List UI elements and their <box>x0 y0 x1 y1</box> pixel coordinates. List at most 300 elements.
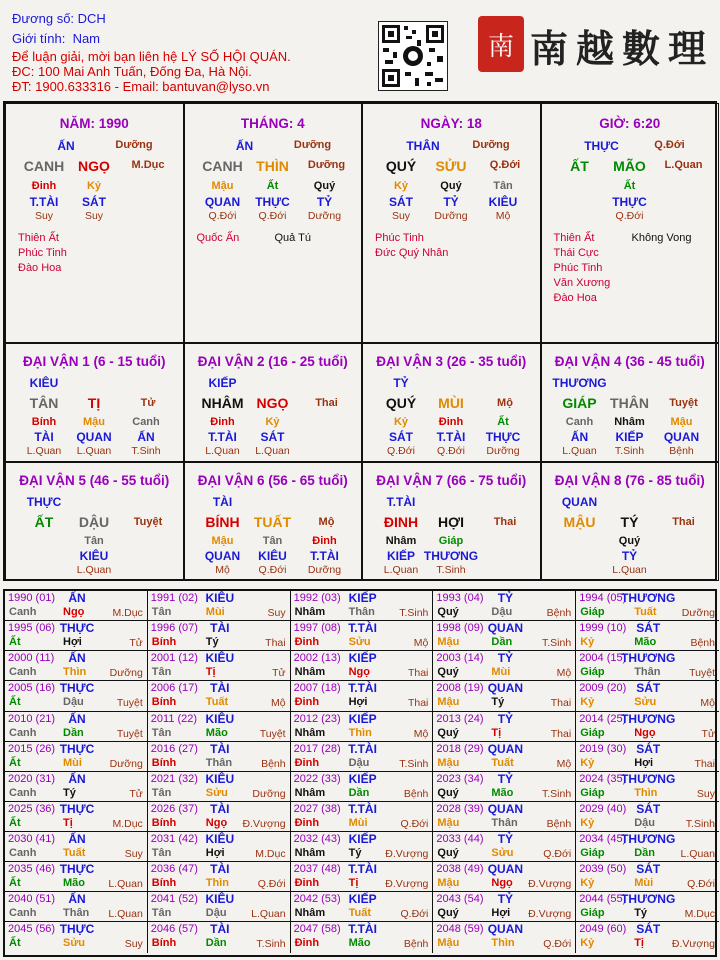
year-god: THỰC <box>59 801 95 816</box>
year-cell <box>291 712 434 742</box>
luck-top-god: TỶ <box>393 376 409 390</box>
year-god: THƯƠNG <box>621 892 676 907</box>
year-branch: Sửu <box>348 636 371 649</box>
year-label: 2012 (23) <box>293 712 341 725</box>
year-stage: T.Sinh <box>399 757 429 770</box>
year-branch: Dậu <box>205 907 227 920</box>
year-stem: Giáp <box>580 847 605 860</box>
hidden-stage: Suy <box>84 210 104 222</box>
luck-stage: Mộ <box>318 516 335 528</box>
year-stage: Dưỡng <box>681 607 715 619</box>
year-god: KIẾP <box>348 892 377 907</box>
luck-hidden-stage: T.Sinh <box>614 445 645 457</box>
hidden-god: THỰC <box>255 195 290 209</box>
luck-hidden-stem: Mậu <box>670 416 693 428</box>
year-label: 2029 (40) <box>579 802 627 815</box>
year-stem: Kỷ <box>580 877 595 890</box>
year-stem: Canh <box>9 726 37 739</box>
year-stage: Mộ <box>413 727 429 740</box>
luck-hidden-god: T.TÀI <box>436 430 466 444</box>
pillar-aside-stage: Q.Đới <box>654 139 685 151</box>
year-label: 1997 (08) <box>293 622 341 635</box>
year-god: TỶ <box>497 651 514 666</box>
year-stem: Bính <box>151 937 177 950</box>
year-label: 1995 (06) <box>8 622 56 635</box>
year-stage: Thai <box>550 727 572 740</box>
luck-pillar-title: ĐẠI VẬN 2 (16 - 25 tuổi) <box>197 354 348 369</box>
luck-hidden-stage: Bệnh <box>669 445 694 457</box>
year-cell <box>5 802 148 832</box>
hidden-god: TỶ <box>316 195 333 209</box>
year-stage: L.Quan <box>251 908 286 921</box>
year-branch: Tý <box>491 696 505 709</box>
year-label: 2009 (20) <box>579 682 627 695</box>
star-item: Thiên Ất <box>18 232 59 244</box>
pillar-cell <box>184 103 363 343</box>
year-cell <box>576 832 719 862</box>
year-god: T.TÀI <box>348 741 377 756</box>
year-label: 2033 (44) <box>436 833 484 846</box>
year-stem: Nhâm <box>294 606 326 618</box>
luck-hidden-stage: Q.Đới <box>258 564 287 576</box>
year-cell <box>433 772 576 802</box>
luck-hidden-stage: L.Quan <box>76 445 112 457</box>
luck-pillar-cell <box>184 343 363 462</box>
luck-stem: TÂN <box>29 395 59 411</box>
year-label: 1990 (01) <box>8 592 56 604</box>
year-cell <box>5 742 148 772</box>
year-branch: Mùi <box>491 666 511 679</box>
year-stage: Q.Đới <box>257 878 286 891</box>
luck-hidden-stage: L.Quan <box>255 445 290 457</box>
year-label: 2015 (26) <box>8 742 56 755</box>
year-stage: Đ.Vượng <box>385 878 429 891</box>
year-stage: L.Quan <box>680 848 715 861</box>
year-label: 2011 (22) <box>150 712 198 725</box>
luck-hidden-stem: Mậu <box>211 535 234 547</box>
year-label: 2035 (46) <box>8 863 56 876</box>
luck-stem: NHÂM <box>201 395 244 411</box>
year-label: 2028 (39) <box>436 802 484 815</box>
year-branch: Tị <box>63 816 73 829</box>
year-label: 2003 (14) <box>436 652 484 665</box>
year-cell <box>576 772 719 802</box>
year-stem: Giáp <box>580 786 605 799</box>
year-stage: T.Sinh <box>542 787 572 800</box>
year-god: TÀI <box>210 681 230 696</box>
year-branch: Mùi <box>63 756 82 769</box>
year-label: 2040 (51) <box>8 893 56 906</box>
luck-pillar-cell <box>362 343 541 462</box>
year-stem: Canh <box>9 606 37 618</box>
year-god: THỰC <box>59 681 95 696</box>
luck-branch: HỢI <box>438 514 464 530</box>
year-label: 2024 (35) <box>579 772 627 785</box>
year-label: 2045 (56) <box>8 923 56 936</box>
luck-pillar-cell <box>541 462 720 581</box>
year-god: KIÊU <box>205 892 235 907</box>
hidden-stage: Suy <box>34 210 54 222</box>
year-branch: Ngọ <box>63 606 85 618</box>
year-god: T.TÀI <box>348 801 377 816</box>
pillar-aside-stage: Dưỡng <box>293 139 332 151</box>
luck-branch: TÝ <box>620 514 639 530</box>
hidden-god: T.TÀI <box>29 195 59 209</box>
year-cell <box>5 772 148 802</box>
luck-hidden-stage: Mộ <box>215 564 230 576</box>
pillar-title: NĂM: 1990 <box>59 116 129 131</box>
year-stage: M.Dục <box>112 607 143 619</box>
year-branch: Thìn <box>205 877 230 890</box>
year-branch: Tị <box>491 726 502 739</box>
logo-text: 南越數理 <box>530 26 715 71</box>
year-cell <box>576 742 719 772</box>
year-god: QUAN <box>487 741 524 756</box>
year-stage: Q.Đới <box>543 938 572 951</box>
year-label: 2014 (25) <box>579 712 627 725</box>
luck-hidden-god: ẤN <box>137 430 155 444</box>
hidden-god: TỶ <box>443 195 459 209</box>
year-stem: Đinh <box>294 937 320 950</box>
year-stem: Bính <box>151 696 177 709</box>
luck-hidden-stem: Bính <box>31 416 57 428</box>
year-stem: Kỷ <box>580 937 595 950</box>
year-stage: Bệnh <box>403 938 429 951</box>
year-label: 2031 (42) <box>150 833 198 846</box>
year-stem: Mậu <box>437 937 460 950</box>
year-branch: Dần <box>491 636 513 649</box>
hidden-stage: Dưỡng <box>434 210 468 222</box>
year-god: KIÊU <box>205 832 235 847</box>
luck-stage: Thai <box>672 516 695 528</box>
year-god: TÀI <box>210 862 230 877</box>
year-stem: Bính <box>151 636 177 649</box>
pillar-stage: Dưỡng <box>307 159 346 171</box>
year-cell <box>433 651 576 681</box>
year-stem: Ất <box>9 937 21 950</box>
pillar-title: THÁNG: 4 <box>240 116 305 131</box>
year-stem: Đinh <box>294 756 320 769</box>
year-cell <box>5 832 148 862</box>
year-cell <box>433 892 576 922</box>
year-stem: Mậu <box>437 756 460 769</box>
year-label: 2042 (53) <box>293 893 341 906</box>
year-stage: L.Quan <box>108 908 143 921</box>
year-stem: Giáp <box>580 726 605 739</box>
year-branch: Mão <box>63 877 85 890</box>
year-label: 2048 (59) <box>436 923 484 936</box>
year-stage: Mộ <box>271 697 286 710</box>
luck-hidden-god: KIÊU <box>79 549 109 563</box>
year-label: 2034 (45) <box>579 833 627 846</box>
year-branch: Tuất <box>205 696 229 709</box>
year-branch: Thìn <box>63 666 87 679</box>
year-label: 2049 (60) <box>579 923 627 936</box>
luck-hidden-stage: T.Sinh <box>131 445 161 457</box>
luck-stage: Mộ <box>497 397 513 409</box>
hidden-stem: Mậu <box>211 180 234 192</box>
year-branch: Mùi <box>348 816 368 829</box>
year-branch: Tị <box>348 877 359 890</box>
year-branch: Thìn <box>348 726 372 739</box>
luck-hidden-stem: Nhâm <box>385 535 417 547</box>
year-stem: Tân <box>151 606 172 618</box>
luck-top-god: KIẾP <box>208 376 237 390</box>
year-branch: Dậu <box>491 606 513 618</box>
year-cell <box>148 802 291 832</box>
year-god: TÀI <box>210 922 230 937</box>
year-stage: Suy <box>267 607 286 619</box>
year-branch: Sửu <box>634 696 657 709</box>
year-cell <box>148 651 291 681</box>
pillar-cell <box>362 103 541 343</box>
luck-pillar-cell <box>541 343 720 462</box>
year-branch: Tý <box>205 636 219 649</box>
luck-pillar-cell <box>5 462 184 581</box>
year-stage: Bệnh <box>403 787 429 800</box>
year-stage: Tử <box>701 727 715 740</box>
year-label: 2039 (50) <box>579 863 627 876</box>
year-cell <box>291 591 434 621</box>
year-branch: Ngọ <box>205 816 228 829</box>
luck-pillar-cell <box>362 462 541 581</box>
pillar-stage: M.Dục <box>131 159 165 171</box>
year-stem: Mậu <box>437 636 460 649</box>
luck-pillar-title: ĐẠI VẬN 3 (26 - 35 tuổi) <box>376 354 527 369</box>
year-god: THƯƠNG <box>621 771 676 786</box>
hidden-god: QUAN <box>204 195 241 209</box>
year-label: 2010 (21) <box>8 712 56 725</box>
star-item: Quốc Ấn <box>196 232 240 244</box>
year-label: 1991 (02) <box>150 592 198 604</box>
year-branch: Sửu <box>491 847 514 860</box>
qr-code-icon <box>378 21 448 91</box>
year-label: 1998 (09) <box>436 622 484 635</box>
year-label: 2020 (31) <box>8 772 56 785</box>
year-cell <box>148 772 291 802</box>
pillar-branch: NGỌ <box>78 158 110 174</box>
year-branch: Ngọ <box>634 726 656 739</box>
year-branch: Thân <box>348 606 375 618</box>
hidden-god: SÁT <box>82 195 106 209</box>
year-cell <box>5 862 148 892</box>
year-stage: Tuyệt <box>689 667 715 680</box>
year-stem: Đinh <box>294 816 320 829</box>
year-label: 2041 (52) <box>150 893 198 906</box>
luck-stem: ĐINH <box>383 514 419 530</box>
year-cell <box>433 832 576 862</box>
star-item: Đức Quý Nhân <box>375 247 449 259</box>
year-stage: Tử <box>129 787 143 800</box>
year-god: THƯƠNG <box>621 711 676 726</box>
year-stem: Nhâm <box>294 786 326 799</box>
hidden-stem: Ất <box>623 180 636 192</box>
year-stage: T.Sinh <box>256 938 286 951</box>
year-stem: Giáp <box>580 606 605 618</box>
year-cell <box>433 591 576 621</box>
hidden-stem: Ất <box>266 180 279 192</box>
year-god: TỶ <box>497 832 514 847</box>
year-god: THỰC <box>59 922 95 937</box>
contact-line: Để luận giải, mời bạn liên hệ LÝ SỐ HỘI QUÁN. <box>12 49 291 64</box>
year-god: QUAN <box>487 681 524 696</box>
star-item: Đào Hoa <box>18 262 62 274</box>
year-cell <box>433 621 576 651</box>
hidden-stem: Đinh <box>31 180 57 192</box>
year-god: SÁT <box>636 621 661 636</box>
year-label: 2037 (48) <box>293 863 341 876</box>
year-cell <box>148 832 291 862</box>
year-stem: Canh <box>9 907 37 920</box>
year-label: 2017 (28) <box>293 742 341 755</box>
year-stem: Mậu <box>437 877 460 890</box>
year-god: KIẾP <box>348 832 377 847</box>
pillar-branch: SỬU <box>435 158 467 174</box>
year-cell <box>5 591 148 621</box>
year-cell <box>148 892 291 922</box>
year-god: ẤN <box>68 711 86 726</box>
year-stem: Quý <box>437 847 459 860</box>
year-stem: Giáp <box>580 907 605 920</box>
hidden-stage: Dưỡng <box>307 210 342 222</box>
star-item: Phúc Tinh <box>375 232 424 244</box>
year-label: 1994 (05) <box>579 592 627 604</box>
luck-hidden-stage: Dưỡng <box>486 445 520 457</box>
year-label: 2038 (49) <box>436 863 484 876</box>
year-label: 2007 (18) <box>293 682 341 695</box>
year-god: KIÊU <box>205 771 235 786</box>
year-stage: Thai <box>265 637 286 650</box>
year-cell <box>148 862 291 892</box>
luck-stage: Tử <box>140 397 156 409</box>
address-line: ĐC: 100 Mai Anh Tuấn, Đống Đa, Hà Nội. <box>12 64 252 79</box>
luck-hidden-stage: L.Quan <box>76 564 112 576</box>
star-item: Quả Tú <box>274 232 311 244</box>
luck-hidden-stem: Kỷ <box>393 416 409 428</box>
year-label: 2044 (55) <box>579 893 627 906</box>
owner-line: Đương số: DCH <box>12 11 106 26</box>
year-god: TỶ <box>497 892 514 907</box>
year-stage: Mộ <box>556 757 572 770</box>
year-stem: Bính <box>151 756 177 769</box>
year-cell <box>148 742 291 772</box>
year-label: 2026 (37) <box>150 802 198 815</box>
year-stage: Suy <box>124 848 143 861</box>
year-cell <box>576 802 719 832</box>
year-stage: Tuyệt <box>116 697 143 710</box>
luck-hidden-god: THƯƠNG <box>423 549 479 563</box>
year-branch: Hợi <box>348 696 368 709</box>
year-stage: Suy <box>124 938 143 951</box>
hidden-stem: Tân <box>493 180 513 192</box>
hidden-stage: Suy <box>391 210 411 222</box>
year-cell <box>5 892 148 922</box>
year-god: KIẾP <box>348 771 377 786</box>
luck-hidden-stage: Q.Đới <box>387 445 415 457</box>
year-god: QUAN <box>487 801 524 816</box>
annual-pillars-table <box>3 589 717 957</box>
year-label: 1996 (07) <box>150 622 198 635</box>
year-cell <box>148 681 291 711</box>
luck-top-god: TÀI <box>212 495 233 509</box>
gender-label: Giới tính: <box>12 31 66 46</box>
year-god: T.TÀI <box>348 862 377 877</box>
year-branch: Mùi <box>634 877 654 890</box>
year-god: KIÊU <box>205 711 235 726</box>
year-stem: Mậu <box>437 816 460 829</box>
star-item: Phúc Tinh <box>553 262 603 274</box>
year-label: 2004 (15) <box>579 652 627 665</box>
year-stem: Ất <box>9 696 21 709</box>
year-label: 2016 (27) <box>150 742 198 755</box>
year-label: 2001 (12) <box>150 652 198 665</box>
year-stem: Nhâm <box>294 726 326 739</box>
gender-line <box>12 31 100 46</box>
luck-hidden-stem: Tân <box>262 535 283 547</box>
luck-hidden-god: TỶ <box>621 549 638 563</box>
hidden-stem: Kỷ <box>86 180 102 192</box>
year-branch: Thân <box>63 907 90 920</box>
year-cell <box>433 681 576 711</box>
year-branch: Dậu <box>63 696 84 709</box>
luck-hidden-god: T.TÀI <box>208 430 237 444</box>
luck-pillar-title: ĐẠI VẬN 8 (76 - 85 tuổi) <box>554 473 705 488</box>
year-branch: Thân <box>205 756 233 769</box>
year-god: KIÊU <box>205 591 235 605</box>
year-cell <box>576 922 719 952</box>
pillar-top-god: ẤN <box>57 139 75 153</box>
luck-branch: THÂN <box>610 395 649 411</box>
year-stage: Thai <box>407 697 429 710</box>
pillar-cell <box>541 103 720 343</box>
year-stem: Đinh <box>294 636 320 649</box>
luck-pillar-title: ĐẠI VẬN 6 (56 - 65 tuổi) <box>197 473 348 488</box>
luck-hidden-god: T.TÀI <box>310 549 339 563</box>
year-label: 2006 (17) <box>150 682 198 695</box>
year-label: 2027 (38) <box>293 802 341 815</box>
year-stage: Đ.Vượng <box>528 908 572 921</box>
year-branch: Mão <box>348 937 371 950</box>
luck-pillar-title: ĐẠI VẬN 7 (66 - 75 tuổi) <box>376 473 527 488</box>
year-branch: Tị <box>205 666 216 679</box>
year-branch: Ngọ <box>491 877 513 890</box>
year-god: KIẾP <box>348 651 377 666</box>
year-god: ẤN <box>68 892 86 907</box>
year-cell <box>291 832 434 862</box>
luck-hidden-stage: L.Quan <box>205 445 240 457</box>
year-cell <box>576 712 719 742</box>
year-god: T.TÀI <box>348 922 377 937</box>
luck-hidden-stem: Quý <box>618 535 641 547</box>
pillar-branch: MÃO <box>613 158 646 174</box>
year-stem: Kỷ <box>580 756 595 769</box>
luck-pillar-title: ĐẠI VẬN 5 (46 - 55 tuổi) <box>19 473 170 488</box>
year-god: THỰC <box>59 741 95 756</box>
year-branch: Thân <box>634 666 661 679</box>
luck-hidden-stem: Canh <box>132 416 160 428</box>
luck-hidden-stem: Giáp <box>438 535 464 547</box>
year-stage: Bệnh <box>546 817 572 830</box>
year-cell <box>5 621 148 651</box>
year-cell <box>576 892 719 922</box>
year-label: 2008 (19) <box>436 682 484 695</box>
year-god: ẤN <box>68 771 86 786</box>
year-stem: Canh <box>9 666 37 679</box>
year-branch: Thân <box>491 816 518 829</box>
year-branch: Mùi <box>205 606 225 618</box>
year-stage: M.Dục <box>684 908 715 921</box>
pillar-stem: QUÝ <box>385 158 417 174</box>
